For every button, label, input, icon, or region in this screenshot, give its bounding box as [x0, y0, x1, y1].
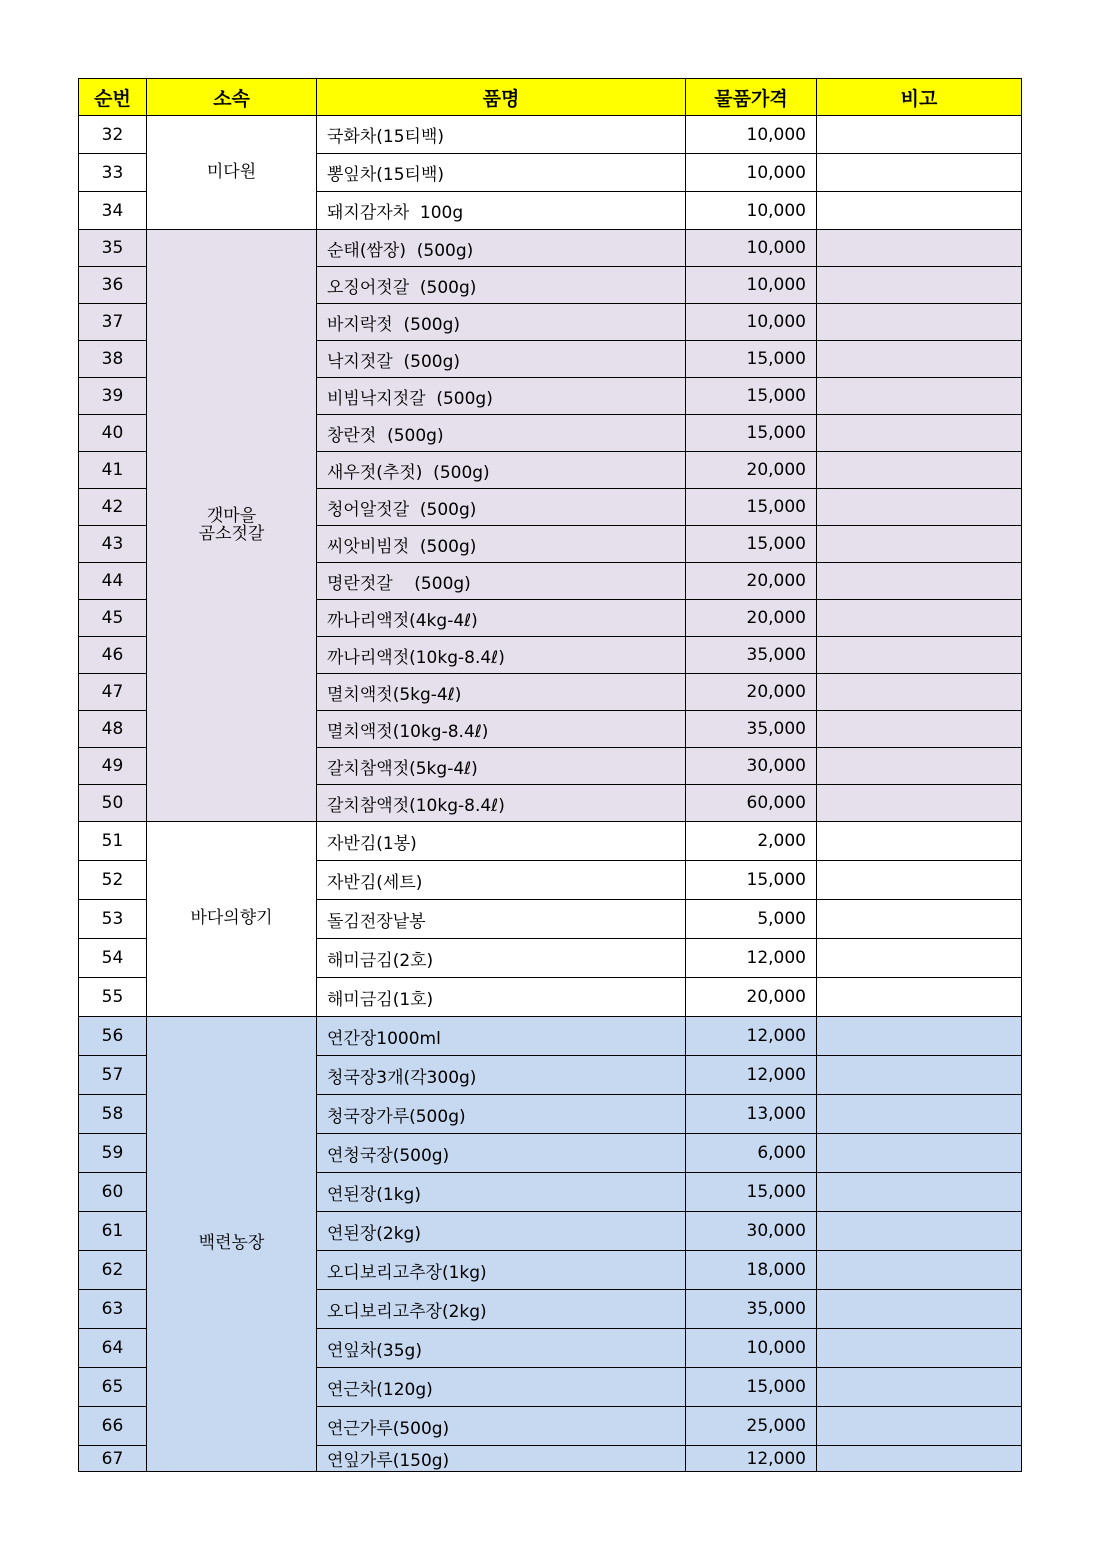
row-number: 54: [79, 939, 147, 978]
item-price: 15,000: [686, 1173, 817, 1212]
row-number: 33: [79, 154, 147, 192]
item-price: 15,000: [686, 861, 817, 900]
table-row: [79, 230, 1022, 267]
item-name: 해미금김(1호): [317, 978, 686, 1017]
item-name: 까나리액젓(10kg-8.4ℓ): [317, 637, 686, 674]
remarks-cell: [817, 900, 1022, 939]
item-name: 연잎차(35g): [317, 1329, 686, 1368]
remarks-cell: [817, 1290, 1022, 1329]
remarks-cell: [817, 748, 1022, 785]
row-number: 34: [79, 192, 147, 230]
item-price: 10,000: [686, 230, 817, 267]
table-row: [79, 822, 1022, 861]
affiliation-cell: 백련농장: [147, 1017, 317, 1472]
item-name: 연근가루(500g): [317, 1407, 686, 1446]
item-name: 돼지감자차 100g: [317, 192, 686, 230]
header-row: [79, 79, 1022, 116]
table-row: [79, 1017, 1022, 1056]
item-price: 15,000: [686, 378, 817, 415]
row-number: 46: [79, 637, 147, 674]
row-number: 36: [79, 267, 147, 304]
remarks-cell: [817, 637, 1022, 674]
item-name: 연된장(2kg): [317, 1212, 686, 1251]
row-number: 53: [79, 900, 147, 939]
item-name: 연잎가루(150g): [317, 1446, 686, 1472]
affiliation-cell: 미다원: [147, 116, 317, 230]
item-name: 청국장가루(500g): [317, 1095, 686, 1134]
table-row: [79, 116, 1022, 154]
item-price: 20,000: [686, 674, 817, 711]
item-price: 2,000: [686, 822, 817, 861]
header-number: 순번: [79, 79, 147, 116]
affiliation-cell: 바다의향기: [147, 822, 317, 1017]
item-price: 10,000: [686, 267, 817, 304]
item-name: 오디보리고추장(1kg): [317, 1251, 686, 1290]
item-name: 순태(쌈장) (500g): [317, 230, 686, 267]
item-name: 연청국장(500g): [317, 1134, 686, 1173]
item-name: 청어알젓갈 (500g): [317, 489, 686, 526]
row-number: 35: [79, 230, 147, 267]
item-price: 12,000: [686, 1056, 817, 1095]
item-price: 35,000: [686, 1290, 817, 1329]
remarks-cell: [817, 1056, 1022, 1095]
item-name: 자반김(세트): [317, 861, 686, 900]
item-name: 멸치액젓(10kg-8.4ℓ): [317, 711, 686, 748]
item-name: 오디보리고추장(2kg): [317, 1290, 686, 1329]
remarks-cell: [817, 526, 1022, 563]
item-price: 15,000: [686, 1368, 817, 1407]
row-number: 37: [79, 304, 147, 341]
remarks-cell: [817, 415, 1022, 452]
item-name: 연근차(120g): [317, 1368, 686, 1407]
remarks-cell: [817, 978, 1022, 1017]
remarks-cell: [817, 674, 1022, 711]
item-price: 15,000: [686, 526, 817, 563]
remarks-cell: [817, 1134, 1022, 1173]
item-price: 12,000: [686, 1017, 817, 1056]
item-name: 새우젓(추젓) (500g): [317, 452, 686, 489]
row-number: 61: [79, 1212, 147, 1251]
row-number: 44: [79, 563, 147, 600]
item-name: 뽕잎차(15티백): [317, 154, 686, 192]
remarks-cell: [817, 1212, 1022, 1251]
item-price: 10,000: [686, 116, 817, 154]
item-name: 비빔낙지젓갈 (500g): [317, 378, 686, 415]
remarks-cell: [817, 116, 1022, 154]
item-name: 씨앗비빔젓 (500g): [317, 526, 686, 563]
row-number: 48: [79, 711, 147, 748]
row-number: 67: [79, 1446, 147, 1472]
item-name: 연된장(1kg): [317, 1173, 686, 1212]
row-number: 49: [79, 748, 147, 785]
row-number: 63: [79, 1290, 147, 1329]
item-price: 25,000: [686, 1407, 817, 1446]
item-name: 바지락젓 (500g): [317, 304, 686, 341]
remarks-cell: [817, 154, 1022, 192]
remarks-cell: [817, 489, 1022, 526]
item-price: 15,000: [686, 341, 817, 378]
remarks-cell: [817, 711, 1022, 748]
header-remarks: 비고: [817, 79, 1022, 116]
item-price: 13,000: [686, 1095, 817, 1134]
item-price: 10,000: [686, 154, 817, 192]
item-name: 오징어젓갈 (500g): [317, 267, 686, 304]
row-number: 56: [79, 1017, 147, 1056]
remarks-cell: [817, 230, 1022, 267]
item-name: 까나리액젓(4kg-4ℓ): [317, 600, 686, 637]
remarks-cell: [817, 939, 1022, 978]
remarks-cell: [817, 1329, 1022, 1368]
item-price: 30,000: [686, 748, 817, 785]
remarks-cell: [817, 1446, 1022, 1472]
item-price: 20,000: [686, 978, 817, 1017]
row-number: 39: [79, 378, 147, 415]
header-price: 물품가격: [686, 79, 817, 116]
remarks-cell: [817, 192, 1022, 230]
row-number: 38: [79, 341, 147, 378]
item-price: 18,000: [686, 1251, 817, 1290]
item-price: 5,000: [686, 900, 817, 939]
row-number: 32: [79, 116, 147, 154]
item-price: 20,000: [686, 563, 817, 600]
row-number: 40: [79, 415, 147, 452]
row-number: 47: [79, 674, 147, 711]
affiliation-cell: 갯마을 곰소젓갈: [147, 230, 317, 822]
row-number: 42: [79, 489, 147, 526]
row-number: 45: [79, 600, 147, 637]
remarks-cell: [817, 452, 1022, 489]
item-name: 청국장3개(각300g): [317, 1056, 686, 1095]
item-name: 돌김전장낱봉: [317, 900, 686, 939]
price-table: [78, 78, 1022, 1472]
item-price: 10,000: [686, 192, 817, 230]
table-body: [79, 116, 1022, 1472]
remarks-cell: [817, 304, 1022, 341]
row-number: 64: [79, 1329, 147, 1368]
remarks-cell: [817, 861, 1022, 900]
item-price: 20,000: [686, 600, 817, 637]
item-price: 10,000: [686, 1329, 817, 1368]
remarks-cell: [817, 600, 1022, 637]
item-name: 연간장1000ml: [317, 1017, 686, 1056]
item-price: 20,000: [686, 452, 817, 489]
remarks-cell: [817, 785, 1022, 822]
item-price: 35,000: [686, 711, 817, 748]
item-price: 60,000: [686, 785, 817, 822]
row-number: 60: [79, 1173, 147, 1212]
item-price: 12,000: [686, 939, 817, 978]
row-number: 66: [79, 1407, 147, 1446]
item-name: 해미금김(2호): [317, 939, 686, 978]
item-name: 멸치액젓(5kg-4ℓ): [317, 674, 686, 711]
remarks-cell: [817, 1173, 1022, 1212]
item-price: 12,000: [686, 1446, 817, 1472]
item-price: 30,000: [686, 1212, 817, 1251]
row-number: 50: [79, 785, 147, 822]
item-price: 6,000: [686, 1134, 817, 1173]
remarks-cell: [817, 1251, 1022, 1290]
item-name: 낙지젓갈 (500g): [317, 341, 686, 378]
header-item-name: 품명: [317, 79, 686, 116]
row-number: 59: [79, 1134, 147, 1173]
item-name: 창란젓 (500g): [317, 415, 686, 452]
item-price: 35,000: [686, 637, 817, 674]
remarks-cell: [817, 1407, 1022, 1446]
remarks-cell: [817, 1095, 1022, 1134]
remarks-cell: [817, 267, 1022, 304]
remarks-cell: [817, 822, 1022, 861]
row-number: 58: [79, 1095, 147, 1134]
row-number: 41: [79, 452, 147, 489]
header-affiliation: 소속: [147, 79, 317, 116]
item-price: 10,000: [686, 304, 817, 341]
item-name: 갈치참액젓(10kg-8.4ℓ): [317, 785, 686, 822]
row-number: 57: [79, 1056, 147, 1095]
row-number: 51: [79, 822, 147, 861]
remarks-cell: [817, 1017, 1022, 1056]
row-number: 52: [79, 861, 147, 900]
row-number: 65: [79, 1368, 147, 1407]
item-name: 국화차(15티백): [317, 116, 686, 154]
item-name: 자반김(1봉): [317, 822, 686, 861]
row-number: 55: [79, 978, 147, 1017]
remarks-cell: [817, 378, 1022, 415]
item-name: 갈치참액젓(5kg-4ℓ): [317, 748, 686, 785]
row-number: 62: [79, 1251, 147, 1290]
item-price: 15,000: [686, 489, 817, 526]
item-name: 명란젓갈 (500g): [317, 563, 686, 600]
remarks-cell: [817, 563, 1022, 600]
row-number: 43: [79, 526, 147, 563]
remarks-cell: [817, 1368, 1022, 1407]
remarks-cell: [817, 341, 1022, 378]
item-price: 15,000: [686, 415, 817, 452]
